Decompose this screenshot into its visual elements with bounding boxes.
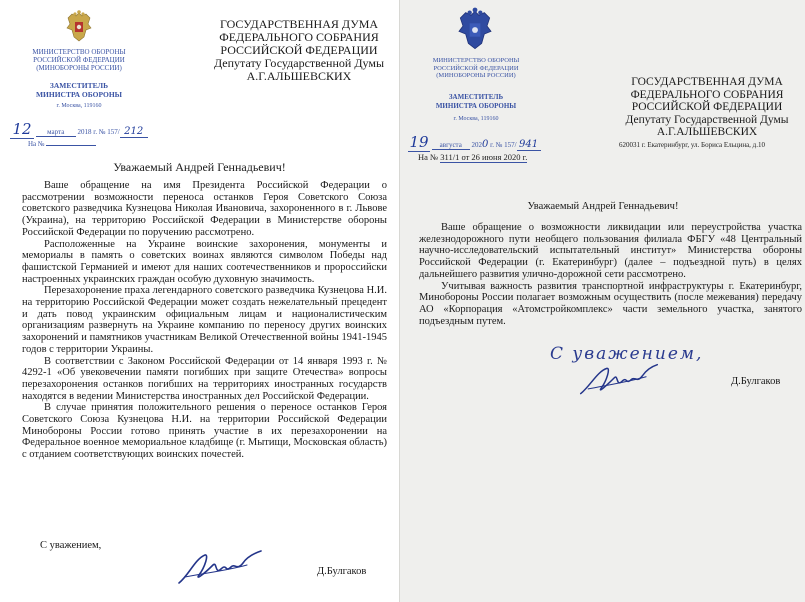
addressee-line: РОССИЙСКОЙ ФЕДЕРАЦИИ — [631, 101, 783, 113]
signer-name: Д.Булгаков — [731, 376, 781, 387]
addressee-block — [204, 18, 394, 83]
addressee-line: ГОСУДАРСТВЕННАЯ ДУМА — [631, 76, 783, 88]
body-paragraph: В соответствии с Законом Российской Федерации от 14 января 1993 г. № 4292-1 «Об увековечении памяти погибших при защите Отечества» вопросы перезахоронения останков погибших на территориях иностранных государств находятся в ведении Министерства иностранных дел Российской Федерации. — [22, 355, 387, 402]
number-label: № 157/ — [98, 128, 120, 136]
addressee-line: ГОСУДАРСТВЕННАЯ ДУМА — [219, 17, 379, 31]
double-headed-eagle-emblem-icon — [64, 10, 94, 44]
ministry-line: РОССИЙСКОЙ ФЕДЕРАЦИИ — [33, 56, 125, 64]
addressee-line: РОССИЙСКОЙ ФЕДЕРАЦИИ — [220, 43, 378, 57]
letter-2020 — [399, 0, 805, 602]
sender-city: г. Москва, 119160 — [56, 103, 102, 109]
body-paragraph: Ваше обращение на имя Президента Российской Федерации о рассмотрении возможности переноса останков Героя Советского Союза советского разведчика Кузнецова Николая Ивановича, захороненного в г. Львове (Украина), на территорию Российской Федерации в Министерстве обороны Российской Федерации по поручению рассмотрено. — [22, 180, 387, 238]
salutation: Уважаемый Андрей Геннадьевич! — [527, 201, 679, 212]
reference-line — [418, 152, 527, 163]
body-paragraph: Расположенные на Украине воинские захоронения, монументы и мемориалы в память о советских воинах являются символом Победы над фашистской Германией и имеют для наших соотечественников и пророссийски настроенных украинских граждан особую духовную значимость. — [22, 238, 387, 285]
ministry-line: (МИНОБОРОНЫ РОССИИ) — [436, 72, 516, 79]
ministry-line: МИНИСТЕРСТВО ОБОРОНЫ — [32, 48, 126, 56]
handwritten-signature-icon — [175, 545, 265, 590]
letter-2018 — [0, 0, 399, 602]
salutation: Уважаемый Андрей Геннадьевич! — [113, 160, 286, 174]
deputy-line: ЗАМЕСТИТЕЛЬ — [448, 93, 504, 101]
date-day: 19 — [409, 133, 429, 151]
date-month: марта — [36, 128, 76, 137]
ministry-header — [411, 57, 541, 80]
ministry-line: РОССИЙСКОЙ ФЕДЕРАЦИИ — [433, 64, 519, 72]
letter-body — [22, 180, 387, 461]
date-month: августа — [432, 141, 470, 150]
sender-city: г. Москва, 119160 — [453, 116, 499, 122]
date-year-prefix: 202 — [471, 141, 482, 149]
body-paragraph: Перезахоронение праха легендарного советского разведчика Кузнецова Н.И. на территорию Российской Федерации может создать нежелательный прецедент и дать повод украинским официальным лицам и националистическим организациям развернуть на Украине компанию по переносу других воинских захоронений и памятников участникам Великой Отечественной войны 1941-1945 годов с территории Украины. — [22, 285, 387, 355]
addressee-line: Депутату Государственной Думы — [625, 113, 789, 126]
body-paragraph: Учитывая важность развития транспортной инфраструктуры г. Екатеринбург, Минобороны России полагает возможным осуществить (после межевания) передачу АО «Корпорация «Атомстройкомплекс» части земельного участка, занятого подъездным путем. — [419, 280, 802, 327]
reference-value: 311/1 от 26 июня 2020 г. — [440, 152, 528, 162]
body-paragraph: В случае принятия положительного решения о переносе останков Героя Советского Союза Кузнецова Н.И. на территории Российской Федерации Минобороны России готово принять участие в их перезахоронении на Федеральное военное мемориальное кладбище (г. Мытищи, Московская область) с отданием соответствующих воинских почестей. — [22, 402, 387, 461]
na-label: На № — [28, 140, 45, 148]
addressee-line: ФЕДЕРАЛЬНОГО СОБРАНИЯ — [630, 88, 784, 101]
addressee-line: ФЕДЕРАЛЬНОГО СОБРАНИЯ — [219, 30, 379, 44]
number-value: 212 — [120, 126, 148, 138]
reference-label — [28, 140, 96, 148]
reference-label: На № — [418, 152, 439, 162]
deputy-minister-title — [411, 93, 541, 110]
date-day: 12 — [10, 120, 34, 139]
date-year: 2018 г. — [77, 128, 98, 136]
addressee-line: А.Г.АЛЬШЕВСКИХ — [246, 69, 352, 83]
signer-name: Д.Булгаков — [317, 566, 367, 577]
closing-text: С уважением, — [40, 540, 102, 551]
ministry-line: МИНИСТЕРСТВО ОБОРОНЫ — [432, 57, 520, 64]
deputy-minister-title — [14, 81, 144, 99]
handwritten-closing: С уважением, — [550, 344, 704, 364]
ministry-line: (МИНОБОРОНЫ РОССИИ) — [36, 64, 122, 72]
deputy-line: МИНИСТРА ОБОРОНЫ — [435, 101, 517, 110]
registration-date-number — [408, 133, 541, 152]
letter-body — [419, 222, 802, 327]
date-year-hand: 0 — [482, 139, 489, 150]
deputy-line: ЗАМЕСТИТЕЛЬ — [49, 81, 109, 90]
handwritten-signature-icon — [575, 360, 663, 402]
addressee-line: Депутату Государственной Думы — [213, 56, 385, 70]
deputy-line: МИНИСТРА ОБОРОНЫ — [35, 90, 123, 99]
addressee-address: 620031 г. Екатеринбург, ул. Бориса Ельцина, д.10 — [619, 141, 765, 149]
registration-date-number — [10, 120, 148, 139]
addressee-line: А.Г.АЛЬШЕВСКИХ — [656, 126, 758, 138]
na-blank — [46, 145, 96, 146]
body-paragraph: Ваше обращение о возможности ликвидации или переустройства участка железнодорожного пути необщего пользования филиала ФБГУ «48 Центральный научно-исследовательский испытательный институт» Министерства обороны Российской Федерации (г. Екатеринбург) (далее – подъездной путь) в целях дальнейшего развития улично-дорожной сети рассмотрено. — [419, 222, 802, 280]
date-year-suffix: г. — [490, 141, 494, 149]
number-label: № 157/ — [495, 141, 517, 149]
double-headed-eagle-emblem-icon — [455, 7, 495, 53]
number-value: 941 — [517, 139, 541, 151]
ministry-header — [14, 48, 144, 72]
addressee-block — [614, 76, 800, 139]
